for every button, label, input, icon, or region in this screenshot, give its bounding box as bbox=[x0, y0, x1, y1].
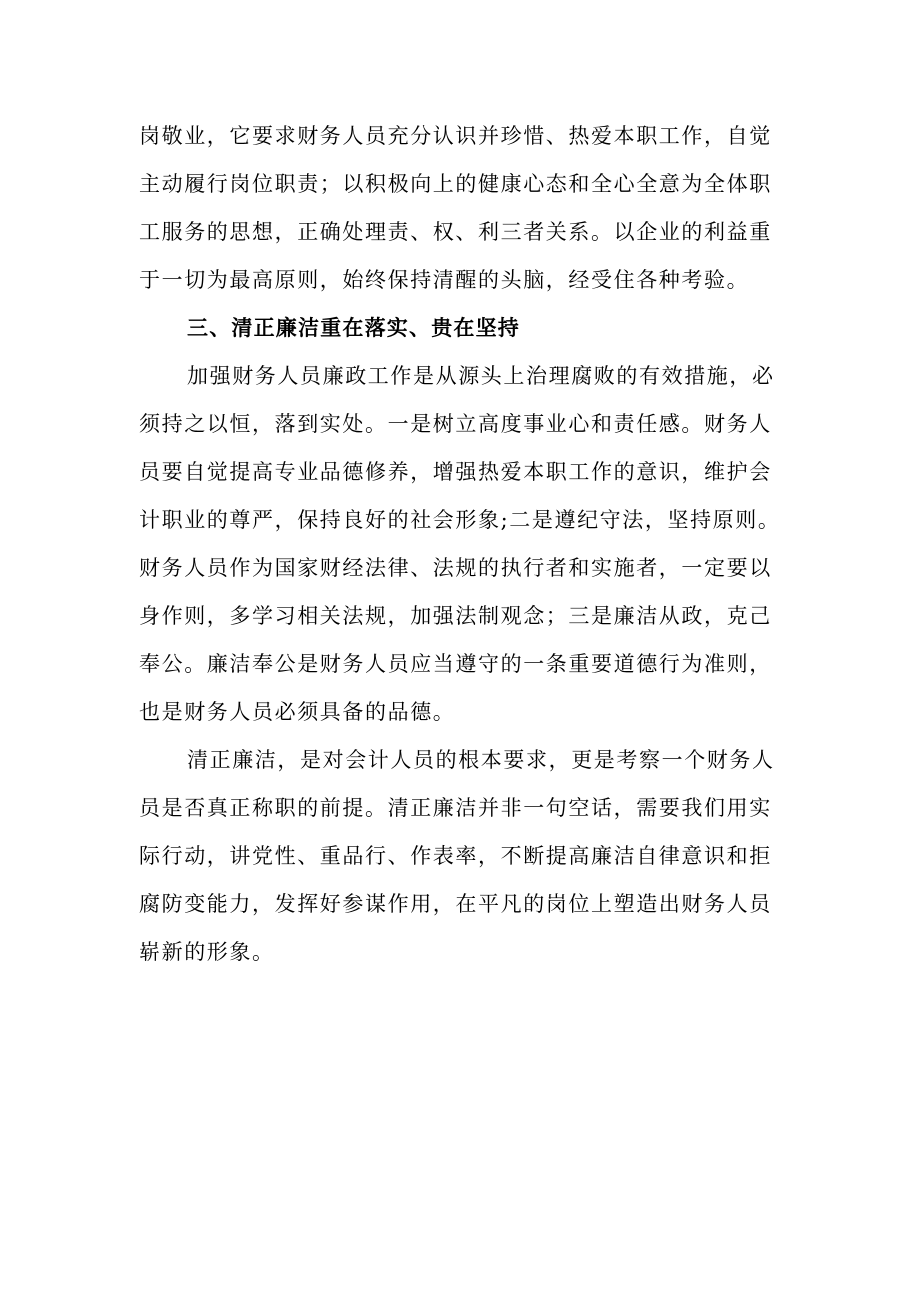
paragraph-line: 际行动，讲党性、重品行、作表率，不断提高廉洁自律意识和拒 bbox=[139, 844, 772, 868]
paragraph-2 bbox=[139, 352, 787, 736]
paragraph-line: 身作则，多学习相关法规，加强法制观念；三是廉洁从政，克己 bbox=[139, 604, 772, 628]
document-page bbox=[139, 112, 787, 976]
section-heading: 三、清正廉洁重在落实、贵在坚持 bbox=[187, 316, 520, 340]
paragraph-line: 主动履行岗位职责；以积极向上的健康心态和全心全意为全体职 bbox=[139, 172, 772, 196]
paragraph-line: 须持之以恒，落到实处。一是树立高度事业心和责任感。财务人 bbox=[139, 412, 772, 436]
paragraph-line: 财务人员作为国家财经法律、法规的执行者和实施者，一定要以 bbox=[139, 556, 772, 580]
paragraph-line: 工服务的思想，正确处理责、权、利三者关系。以企业的利益重 bbox=[139, 220, 772, 244]
paragraph-line: 加强财务人员廉政工作是从源头上治理腐败的有效措施，必 bbox=[187, 364, 775, 388]
paragraph-line: 计职业的尊严，保持良好的社会形象;二是遵纪守法，坚持原则。 bbox=[139, 508, 781, 532]
paragraph-3 bbox=[139, 736, 787, 976]
paragraph-line: 员要自觉提高专业品德修养，增强热爱本职工作的意识，维护会 bbox=[139, 460, 772, 484]
paragraph-line: 奉公。廉洁奉公是财务人员应当遵守的一条重要道德行为准则， bbox=[139, 652, 772, 676]
paragraph-line: 清正廉洁，是对会计人员的根本要求，更是考察一个财务人 bbox=[187, 748, 775, 772]
paragraph-line: 腐防变能力，发挥好参谋作用，在平凡的岗位上塑造出财务人员 bbox=[139, 892, 772, 916]
paragraph-line: 崭新的形象。 bbox=[139, 940, 275, 964]
paragraph-line: 也是财务人员必须具备的品德。 bbox=[139, 700, 456, 724]
paragraph-line: 员是否真正称职的前提。清正廉洁并非一句空话，需要我们用实 bbox=[139, 796, 772, 820]
paragraph-line: 于一切为最高原则，始终保持清醒的头脑，经受住各种考验。 bbox=[139, 268, 750, 292]
paragraph-line: 岗敬业，它要求财务人员充分认识并珍惜、热爱本职工作，自觉 bbox=[139, 124, 772, 148]
paragraph-1 bbox=[139, 112, 787, 304]
